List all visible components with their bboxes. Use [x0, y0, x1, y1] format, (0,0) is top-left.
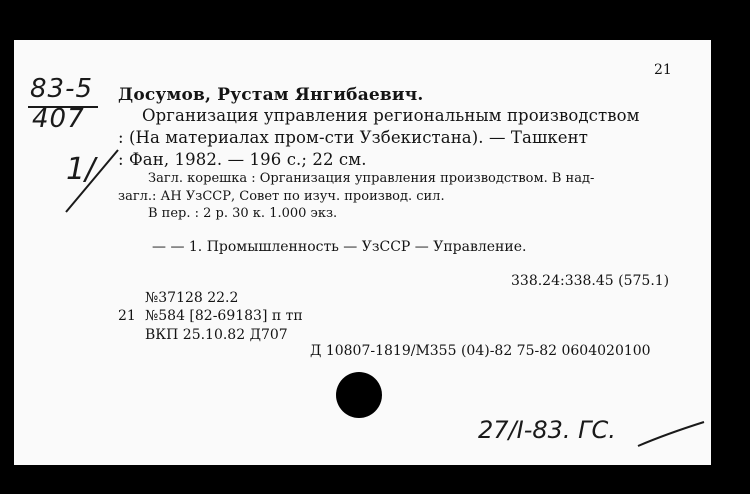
accession-number: №37128 22.2: [145, 290, 239, 306]
note-line-1: Загл. корешка : Организация управления производством. В над-: [148, 171, 595, 186]
handwritten-stroke: [62, 146, 122, 216]
subject-heading: — — 1. Промышленность — УзССР — Управление.: [152, 239, 527, 255]
catalog-card: [14, 40, 711, 465]
handwritten-flourish: [636, 420, 706, 450]
shelf-mark-bottom: 407: [32, 104, 85, 134]
vkp-stamp: ВКП 25.10.82 Д707: [145, 327, 288, 343]
title-line-1: Организация управления региональным производством: [142, 106, 640, 125]
shelf-mark-top: 83-5: [30, 74, 94, 104]
handwritten-date: 27/I-83. ГС.: [478, 416, 616, 444]
order-number: №584 [82-69183] п тп: [145, 308, 303, 324]
classification-code: 338.24:338.45 (575.1): [511, 273, 670, 289]
index-code: Д 10807-1819/М355 (04)-82 75-82 0604020100: [310, 343, 651, 359]
price-line: В пер. : 2 р. 30 к. 1.000 экз.: [148, 206, 338, 221]
handwritten-mark: 1/: [66, 152, 96, 187]
punch-hole: [336, 372, 382, 418]
series-number: 21: [118, 308, 136, 324]
card-number: 21: [654, 62, 672, 78]
title-line-2: : (На материалах пром-сти Узбекистана). — Ташкент: [118, 128, 588, 147]
note-line-2: загл.: АН УзССР, Совет по изуч. производ. сил.: [118, 189, 445, 204]
title-line-3: : Фан, 1982. — 196 с.; 22 см.: [118, 150, 367, 169]
author-heading: Досумов, Рустам Янгибаевич.: [118, 85, 424, 105]
